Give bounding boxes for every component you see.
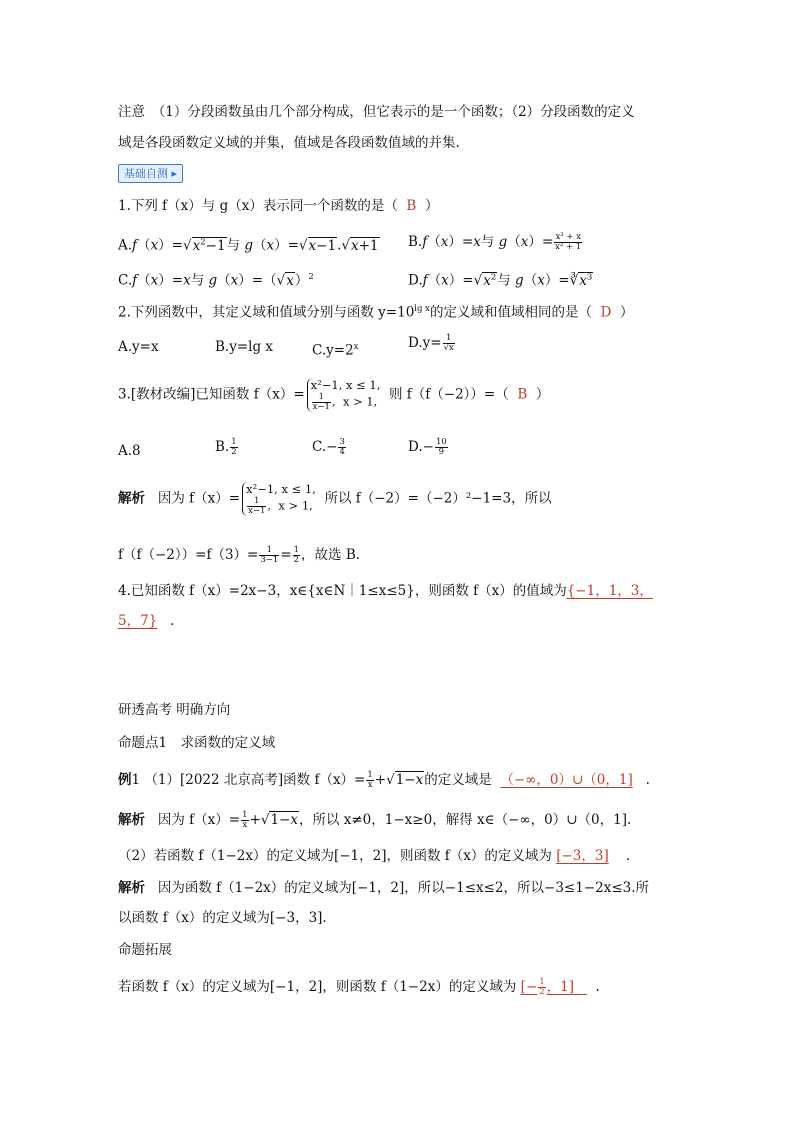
extension-question: 若函数 f（x）的定义域为[−1，2]，则函数 f（1−2x）的定义域为 [− $\frac{1}{2}$ ，1] . [118,977,600,997]
q1-option-d: $D.f(x)=√x^2$与 $g(x)=∛x^3$ [408,272,593,289]
ex1-part1-answer: （−∞，0）∪（0，1] [500,772,633,788]
q1-option-c: C.f（x）=x与 $g(x)=(√x)^2$ [118,272,314,289]
example-1-part-2: （2）若函数 f（1−2x）的定义域为[−1，2]，则函数 f（x）的定义域为 [−3，3] . [118,848,631,864]
question-4-stem: 4.已知函数 f（x）=2x−3，x∈{x∈N｜1≤x≤5}，则函数 f（x）的值域为{−1，1，3， [118,583,653,599]
proposition-point-title: 命题点1 求函数的定义域 [118,735,276,751]
q3-solution-line-1: 解析 因为 f（x）=x²−1, x ≤ 1, $\frac{1}{x-1}$ , x > 1, 所以 f（−2）=（−2）²−1=3，所以 [118,482,552,516]
question-4-continued: 5，7} . [118,613,175,629]
example-1-solution-2-line-1: 解析 因为函数 f（1−2x）的定义域为[−1，2]，所以−1≤x≤2，所以−3≤1−2x≤3.所 [118,880,650,896]
q2-answer: D [600,304,612,321]
q3-option-c: C.− $\frac{3}{4}$ [312,437,345,457]
question-2-stem: 2.下列函数中，其定义域和值域分别与函数 $y=10^{lg x}$的定义域和值域相同的是（ D ） [118,304,634,321]
q4-answer-part-2: 5，7} [118,613,158,629]
q2-option-a: A.y=x [118,339,159,355]
extension-answer: [− $\frac{1}{2}$ ，1] [520,977,574,997]
example-1-solution-1: 解析 因为 f（x）= $\frac{1}{x}$ +√1−x，所以 x≠0，1−x≥0，解得 x∈（−∞，0）∪（0，1]. [118,810,632,830]
q2-option-d: D.y= $\frac{1}{√x}$ [408,333,454,353]
example-1-part-1: 例1 （1）[2022 北京高考]函数 f（x）= $\frac{1}{x}$ +√1−x的定义域是 （−∞，0）∪（0，1] . [118,770,650,790]
q3-answer: B [517,386,528,403]
q4-answer-part-1: {−1，1，3， [566,583,653,599]
extension-title: 命题拓展 [118,942,172,958]
question-3-stem: 3.[教材改编]已知函数 f（x）=x²−1, x ≤ 1, $\frac{1}{x-1}$ , x > 1, 则 f（f（−2））=（ B ） [118,378,550,412]
q2-option-b: B.y=lg x [215,339,274,355]
question-1-stem: 1.下列 f（x）与 g（x）表示同一个函数的是（ B ） [118,198,439,214]
section-title: 研透高考 明确方向 [118,702,231,718]
q3-option-a: A.8 [118,443,141,459]
q3-solution-line-2: f（f（−2））=f（3）= $\frac{1}{3-1}$ = $\frac{1}{2}$ ，故选 B. [118,545,361,565]
note-line-2: 域是各段函数定义域的并集，值域是各段函数值域的并集. [118,135,460,151]
example-1-solution-2-line-2: 以函数 f（x）的定义域为[−3，3]. [118,910,327,926]
self-test-badge: 基础自测 ▸ [118,164,183,183]
q3-option-b: B. $\frac{1}{2}$ [215,437,237,457]
q2-option-c: $C.y=2^x$ [312,342,359,359]
note-line-1: 注意 （1）分段函数虽由几个部分构成，但它表示的是一个函数；（2）分段函数的定义 [118,104,635,120]
ex1-part2-answer: [−3，3] [556,848,609,864]
q1-answer: B [406,198,417,214]
q1-option-b: B.f（x）=x与 g（x）= $\frac{\text{x³ + x}}{\text{x² + 1}}$ [408,232,582,252]
q3-option-d: D.− $\frac{10}{9}$ [408,437,447,457]
q1-option-a: $A.f(x)=√x^2-1$与 g（x）=√x−1.√x+1 [118,237,379,254]
